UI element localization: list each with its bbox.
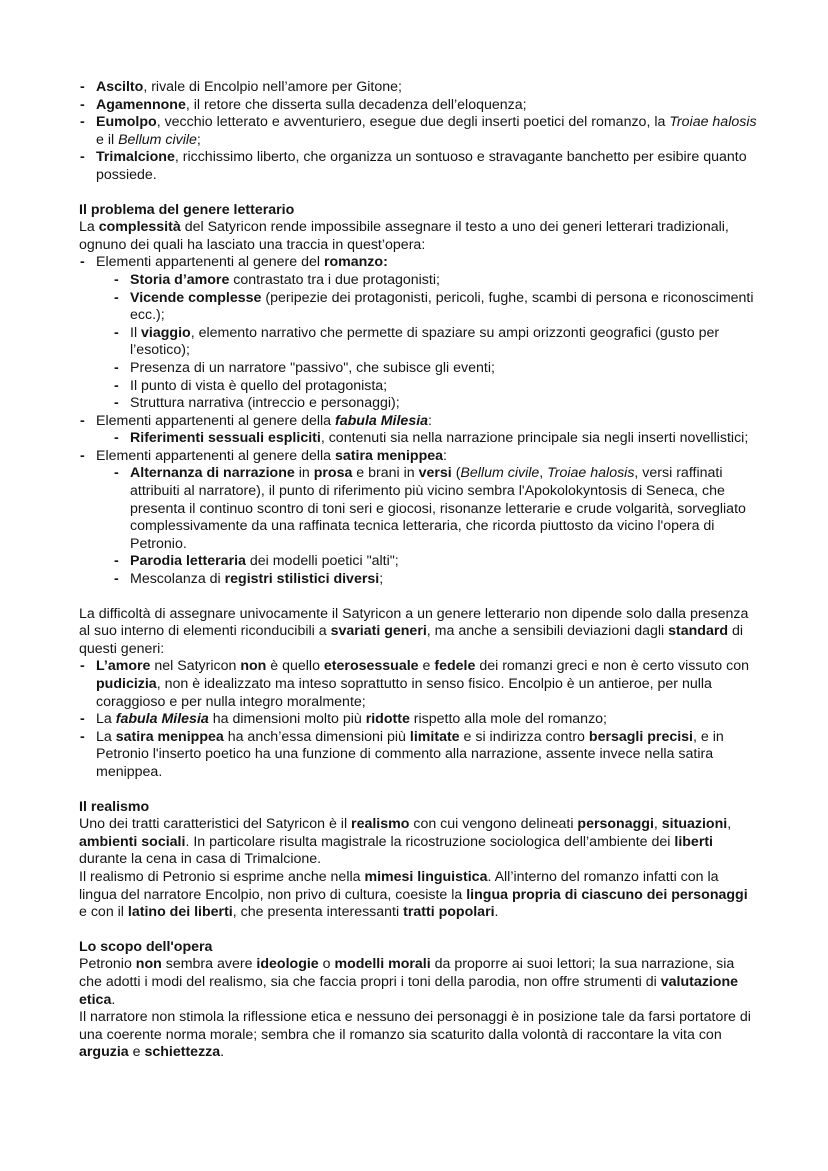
- purpose-paragraph-1: Petronio non sembra avere ideologie o modelli morali da proporre ai suoi lettori; la sua narrazione, sia che adotti i modi del realismo, sia che faccia propri i toni della parodia, non offre strumenti di valutazione etica.: [79, 956, 738, 1008]
- list-item: - Storia d’amore contrastato tra i due protagonisti;: [113, 272, 759, 290]
- list-item: - Mescolanza di registri stilistici diversi;: [113, 571, 759, 589]
- genre-subitems-list: [96, 272, 759, 413]
- list-item: - La satira menippea ha anch’essa dimensioni più limitate e si indirizza contro bersagli precisi, e in Petronio l'inserto poetico ha una funzione di commento alla narrazione, assente invece nella satira menippea.: [79, 729, 759, 782]
- realism-paragraph-1: Uno dei tratti caratteristici del Satyricon è il realismo con cui vengono delineati personaggi, situazioni, ambienti sociali. In particolare risulta magistrale la ricostruzione sociologica dell’ambiente dei liberti durante la cena in casa di Trimalcione.: [79, 816, 732, 868]
- list-item: - La fabula Milesia ha dimensioni molto più ridotte rispetto alla mole del romanzo;: [79, 711, 759, 729]
- section-heading-genre: Il problema del genere letterario: [79, 201, 295, 218]
- genre-subitems-list: [96, 430, 759, 448]
- list-item: - Eumolpo, vecchio letterato e avventuriero, esegue due degli inserti poetici del romanzo, la Troiae halosis e il Bellum civile;: [79, 114, 759, 149]
- list-item: - Alternanza di narrazione in prosa e brani in versi (Bellum civile, Troiae halosis, versi raffinati attribuiti al narratore), il punto di riferimento più vicino sembra l'Apokolokyntosis di Seneca, che presenta il continuo scontro di toni seri e giocosi, risonanze letterarie e crude volgarità, sorvegliato complessivamente da una raffinata tecnica letteraria, che ricorda piuttosto da vicino l'opera di Petronio.: [113, 465, 759, 553]
- genre-group-item: - Elementi appartenenti al genere della satira menippea: - Alternanza di narrazione in prosa e brani in versi (Bellum civile, Troiae halosis, versi raffinati attribuiti al narratore), il punto di riferimento più vicino sembra l'Apokolokyntosis di Seneca, che presenta il continuo scontro di toni seri e giocosi, risonanze letterarie e crude volgarità, sorvegliato complessivamente da una raffinata tecnica letteraria, che ricorda piuttosto da vicino l'opera di Petronio. - Parodia letteraria dei modelli poetici "alti"; - Mescolanza di registri stilistici diversi;: [79, 448, 759, 589]
- list-item: - Agamennone, il retore che disserta sulla decadenza dell’eloquenza;: [79, 97, 759, 115]
- list-item: - Vicende complesse (peripezie dei protagonisti, pericoli, fughe, scambi di persona e riconoscimenti ecc.);: [113, 290, 759, 325]
- section-heading-purpose: Lo scopo dell'opera: [79, 938, 213, 955]
- list-item: - Il punto di vista è quello del protagonista;: [113, 378, 759, 396]
- genre-intro-paragraph: La complessità del Satyricon rende impossibile assegnare il testo a uno dei generi letterari tradizionali, ognuno dei quali ha lasciato una traccia in quest’opera:: [79, 219, 729, 253]
- realism-paragraph-2: Il realismo di Petronio si esprime anche nella mimesi linguistica. All’interno del romanzo infatti con la lingua del narratore Encolpio, non privo di cultura, coesiste la lingua propria di ciascuno dei personaggi e con il latino dei liberti, che presenta interessanti tratti popolari.: [79, 868, 748, 921]
- genre-deviations-list: [79, 658, 759, 781]
- list-item: - Trimalcione, ricchissimo liberto, che organizza un sontuoso e stravagante banchetto per esibire quanto possiede.: [79, 149, 759, 184]
- list-item: - Presenza di un narratore "passivo", che subisce gli eventi;: [113, 360, 759, 378]
- genre-subitems-list: [96, 465, 759, 588]
- list-item: - Parodia letteraria dei modelli poetici "alti";: [113, 553, 759, 571]
- list-item: - Il viaggio, elemento narrativo che permette di spaziare su ampi orizzonti geografici (gusto per l’esotico);: [113, 325, 759, 360]
- genre-group-item: - Elementi appartenenti al genere della fabula Milesia: - Riferimenti sessuali espliciti, contenuti sia nella narrazione principale sia negli inserti novellistici;: [79, 413, 759, 448]
- list-item: - Ascilto, rivale di Encolpio nell’amore per Gitone;: [79, 79, 759, 97]
- document-page: [79, 79, 759, 1062]
- genre-groups-list: [79, 254, 759, 588]
- list-item: - Struttura narrativa (intreccio e personaggi);: [113, 395, 759, 413]
- character-list: [79, 79, 759, 185]
- purpose-paragraph-2: Il narratore non stimola la riflessione etica e nessuno dei personaggi è in posizione tale da farsi portatore di una coerente norma morale; sembra che il romanzo sia scaturito dalla volontà di raccontare la vita con arguzia e schiettezza.: [79, 1009, 751, 1061]
- list-item: - L’amore nel Satyricon non è quello eterosessuale e fedele dei romanzi greci e non è certo vissuto con pudicizia, non è idealizzato ma inteso soprattutto in senso fisico. Encolpio è un antieroe, per nulla coraggioso e per nulla integro moralmente;: [79, 658, 759, 711]
- list-item: - Riferimenti sessuali espliciti, contenuti sia nella narrazione principale sia negli inserti novellistici;: [113, 430, 759, 448]
- section-heading-realism: Il realismo: [79, 798, 150, 815]
- genre-difficulty-paragraph: La difficoltà di assegnare univocamente il Satyricon a un genere letterario non dipende solo dalla presenza al suo interno di elementi riconducibili a svariati generi, ma anche a sensibili deviazioni dagli standard di questi generi:: [79, 605, 749, 657]
- genre-group-item: - Elementi appartenenti al genere del romanzo: - Storia d’amore contrastato tra i due protagonisti; - Vicende complesse (peripezie dei protagonisti, pericoli, fughe, scambi di persona e riconoscimenti ecc.); - Il viaggio, elemento narrativo che permette di spaziare su ampi orizzonti geografici (gusto per l’esotico); - Presenza di un narratore "passivo", che subisce gli eventi; - Il punto di vista è quello del protagonista; - Struttura narrativa (intreccio e personaggi);: [79, 254, 759, 412]
